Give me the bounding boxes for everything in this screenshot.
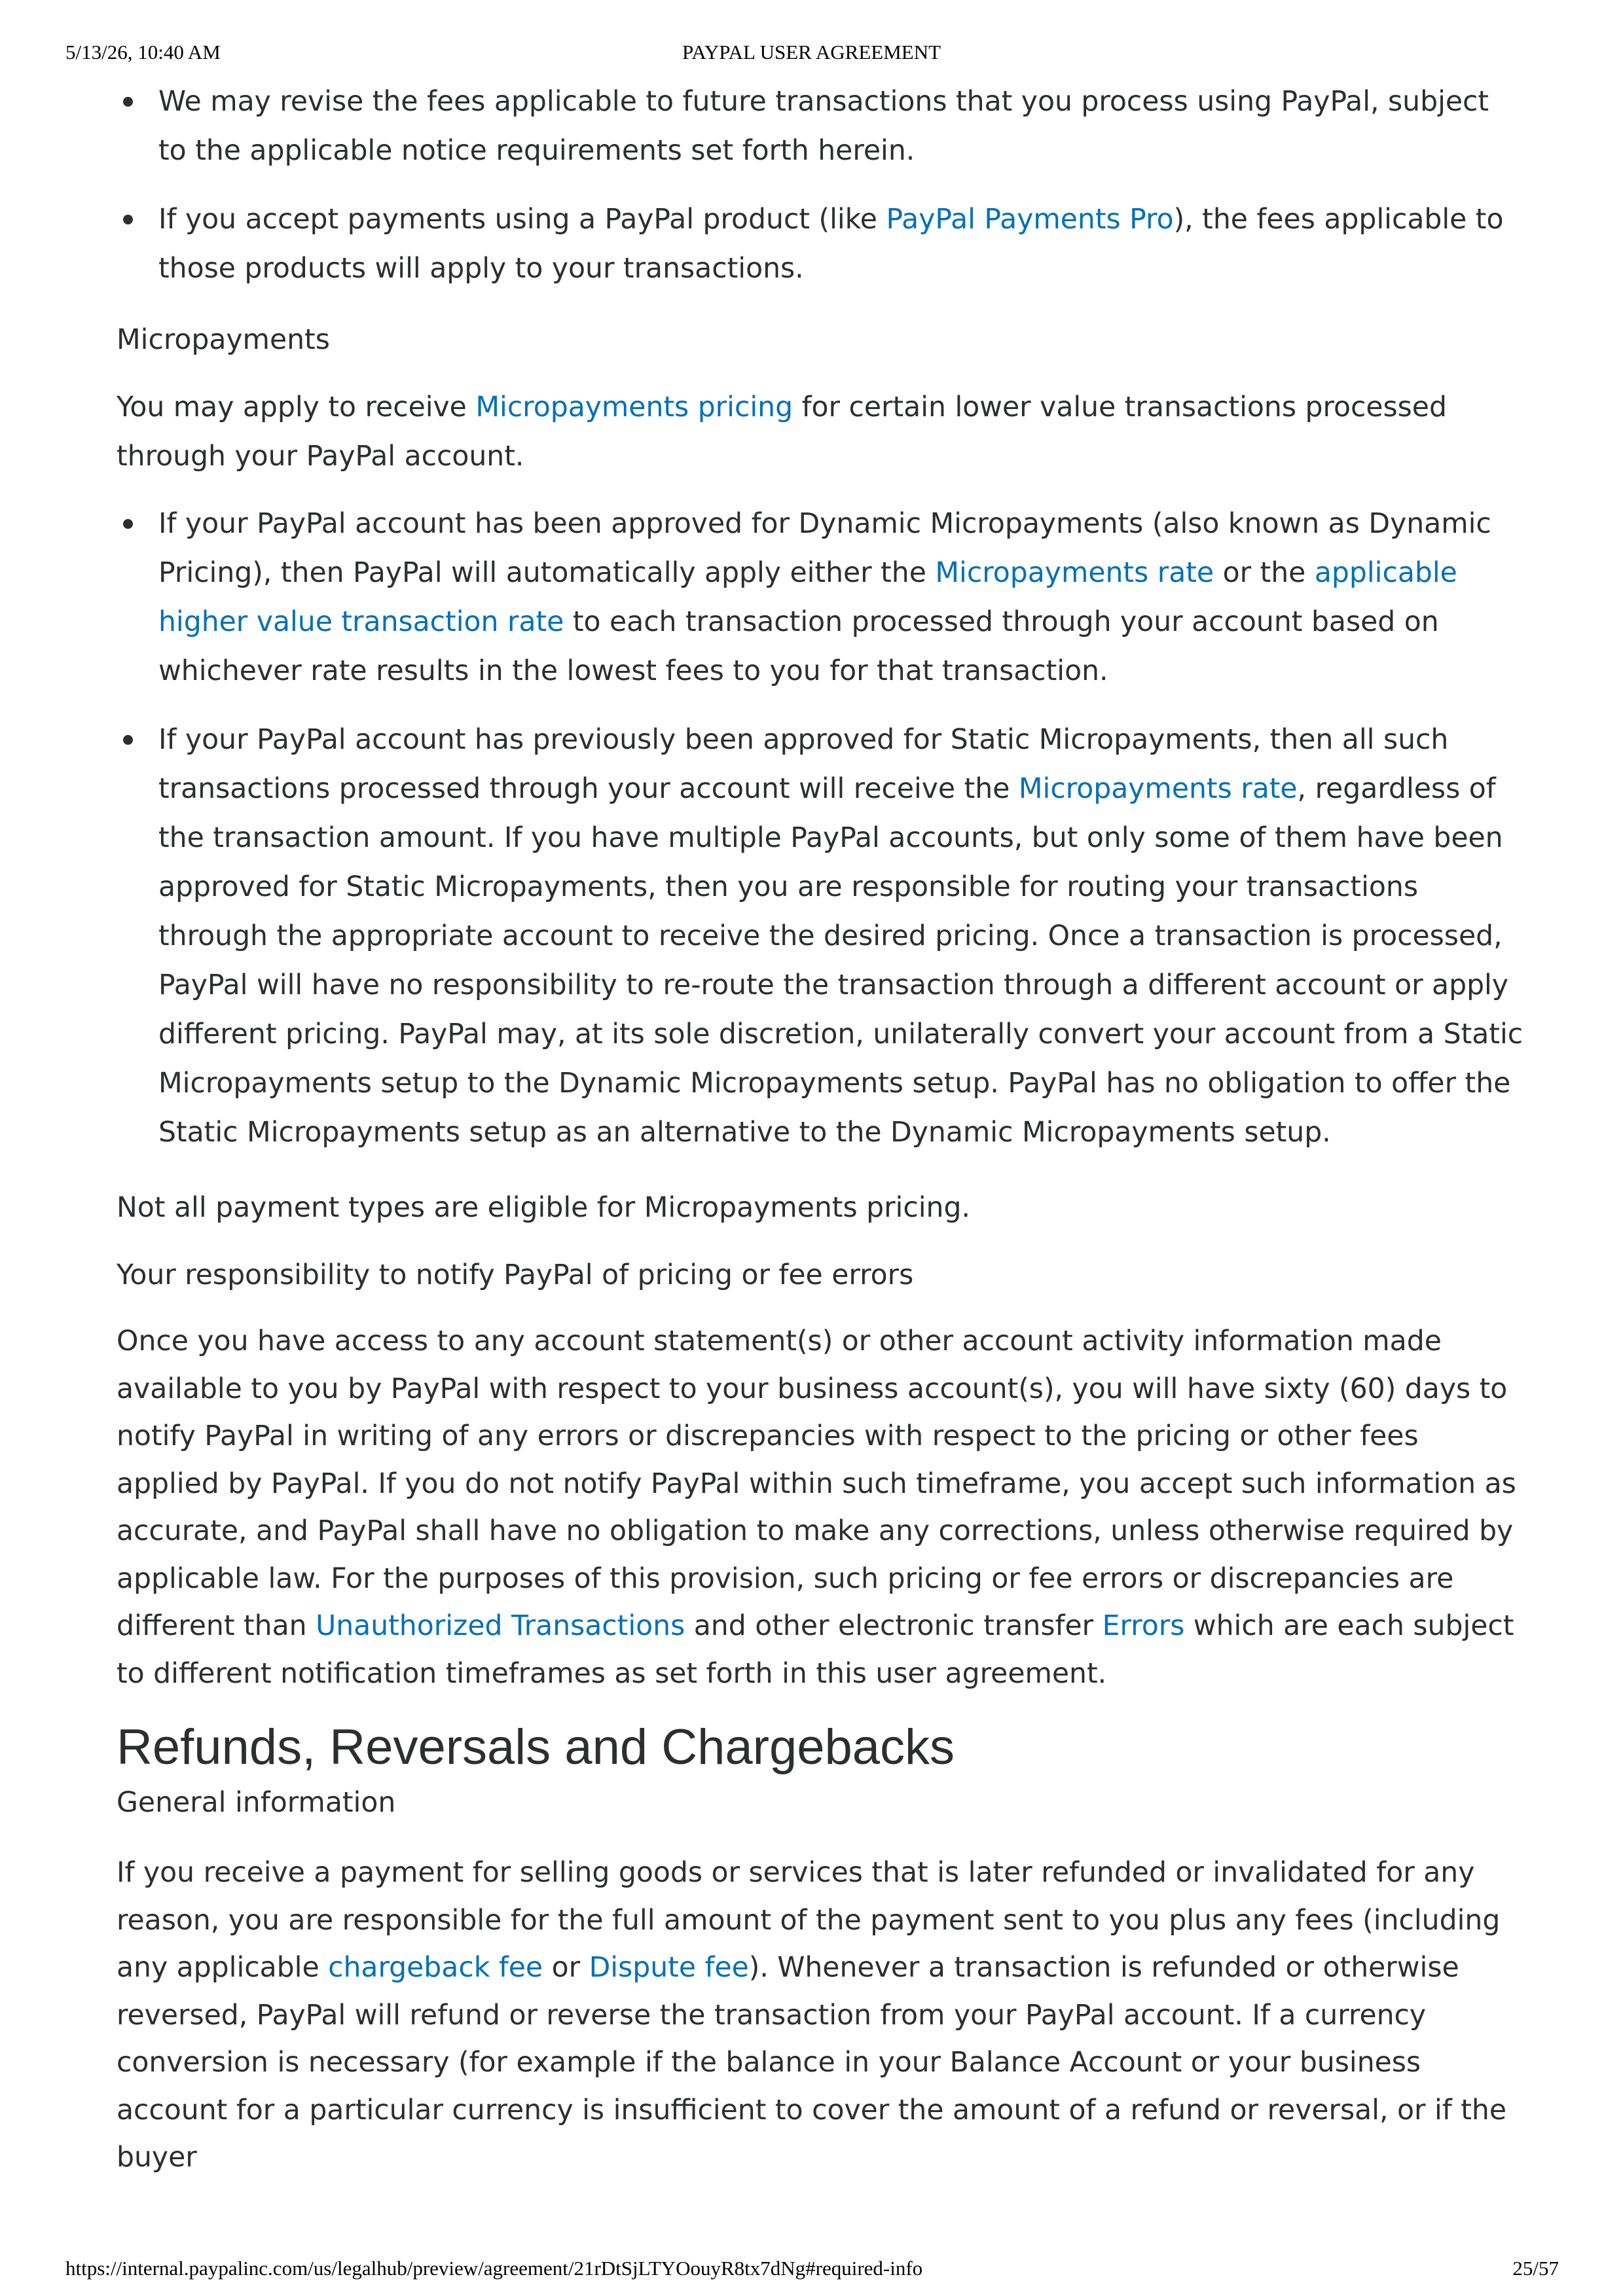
chargeback-fee-link[interactable]: chargeback fee [328, 1952, 543, 1984]
list-item: We may revise the fees applicable to future transactions that you process using PayPal, subject to the applicable notice requirements set forth herein. [117, 77, 1524, 175]
higher-value-rate-link[interactable]: applicable higher value transaction rate [158, 557, 1457, 638]
errors-link[interactable]: Errors [1102, 1610, 1185, 1642]
dispute-fee-link[interactable]: Dispute fee [589, 1952, 749, 1984]
page-title: Refunds, Reversals and Chargebacks [117, 1719, 955, 1775]
micropayments-intro: You may apply to receive Micropayments pricing for certain lower value transactions processed through your PayPal account. [117, 391, 1447, 473]
print-header [0, 41, 1623, 67]
list-item: If your PayPal account has been approved for Dynamic Micropayments (also known as Dynamic Pricing), then PayPal will automatically apply either the Micropayments rate or the applicable higher value transaction rate to each transaction processed through your account based on whichever rate results in the lowest fees to you for that transaction. [117, 499, 1524, 696]
list-item: If you accept payments using a PayPal product (like PayPal Payments Pro), the fees applicable to those products will apply to your transactions. [117, 195, 1524, 293]
fee-errors-paragraph: Once you have access to any account statement(s) or other account activity information made available to you by PayPal with respect to your business account(s), you will have sixty (60) days to notify PayPal in writing of any errors or discrepancies with respect to the pricing or other fees applied by PayPal. If you do not notify PayPal within such timeframe, you accept such information as accurate, and PayPal shall have no obligation to make any corrections, unless otherwise required by applicable law. For the purposes of this provision, such pricing or fee errors or discrepancies are different than Unauthorized Transactions and other electronic transfer Errors which are each subject to different notification timeframes as set forth in this user agreement. [117, 1325, 1516, 1690]
page-number: 25/57 [1512, 2257, 1559, 2280]
section-heading-fee-errors: Your responsibility to notify PayPal of pricing or fee errors [117, 1259, 914, 1291]
micropayments-rate-link[interactable]: Micropayments rate [1018, 773, 1298, 805]
print-url: https://internal.paypalinc.com/us/legalhub/preview/agreement/21rDtSjLTYOouyR8tx7dNg#required-info [65, 2257, 923, 2280]
paypal-payments-pro-link[interactable]: PayPal Payments Pro [886, 204, 1174, 236]
print-datetime: 5/13/26, 10:40 AM [65, 41, 221, 63]
fee-bullet-list [117, 77, 1524, 293]
micropayments-pricing-link[interactable]: Micropayments pricing [475, 391, 793, 423]
unauthorized-transactions-link[interactable]: Unauthorized Transactions [316, 1610, 685, 1642]
refunds-paragraph: If you receive a payment for selling goods or services that is later refunded or invalidated for any reason, you are responsible for the full amount of the payment sent to you plus any fees (including any applicable chargeback fee or Dispute fee). Whenever a transaction is refunded or otherwise reversed, PayPal will refund or reverse the transaction from your PayPal account. If a currency conversion is necessary (for example if the balance in your Balance Account or your business account for a particular currency is insufficient to cover the amount of a refund or reversal, or if the buyer [117, 1857, 1506, 2174]
print-footer [0, 2257, 1623, 2283]
agreement-content [117, 77, 1524, 2182]
list-item: If your PayPal account has previously been approved for Static Micropayments, then all such transactions processed through your account will receive the Micropayments rate, regardless of the transaction amount. If you have multiple PayPal accounts, but only some of them have been approved for Static Micropayments, then you are responsible for routing your transactions through the appropriate account to receive the desired pricing. Once a transaction is processed, PayPal will have no responsibility to re-route the transaction through a different account or apply different pricing. PayPal may, at its sole discretion, unilaterally convert your account from a Static Micropayments setup to the Dynamic Micropayments setup. PayPal has no obligation to offer the Static Micropayments setup as an alternative to the Dynamic Micropayments setup. [117, 715, 1524, 1157]
section-heading-micropayments: Micropayments [117, 324, 330, 356]
section-heading-general-information: General information [117, 1787, 396, 1819]
micropayments-rate-link[interactable]: Micropayments rate [935, 557, 1214, 589]
micropayments-bullet-list [117, 499, 1524, 1157]
micropayments-eligibility: Not all payment types are eligible for Micropayments pricing. [117, 1192, 970, 1224]
print-title: PAYPAL USER AGREEMENT [682, 41, 941, 63]
